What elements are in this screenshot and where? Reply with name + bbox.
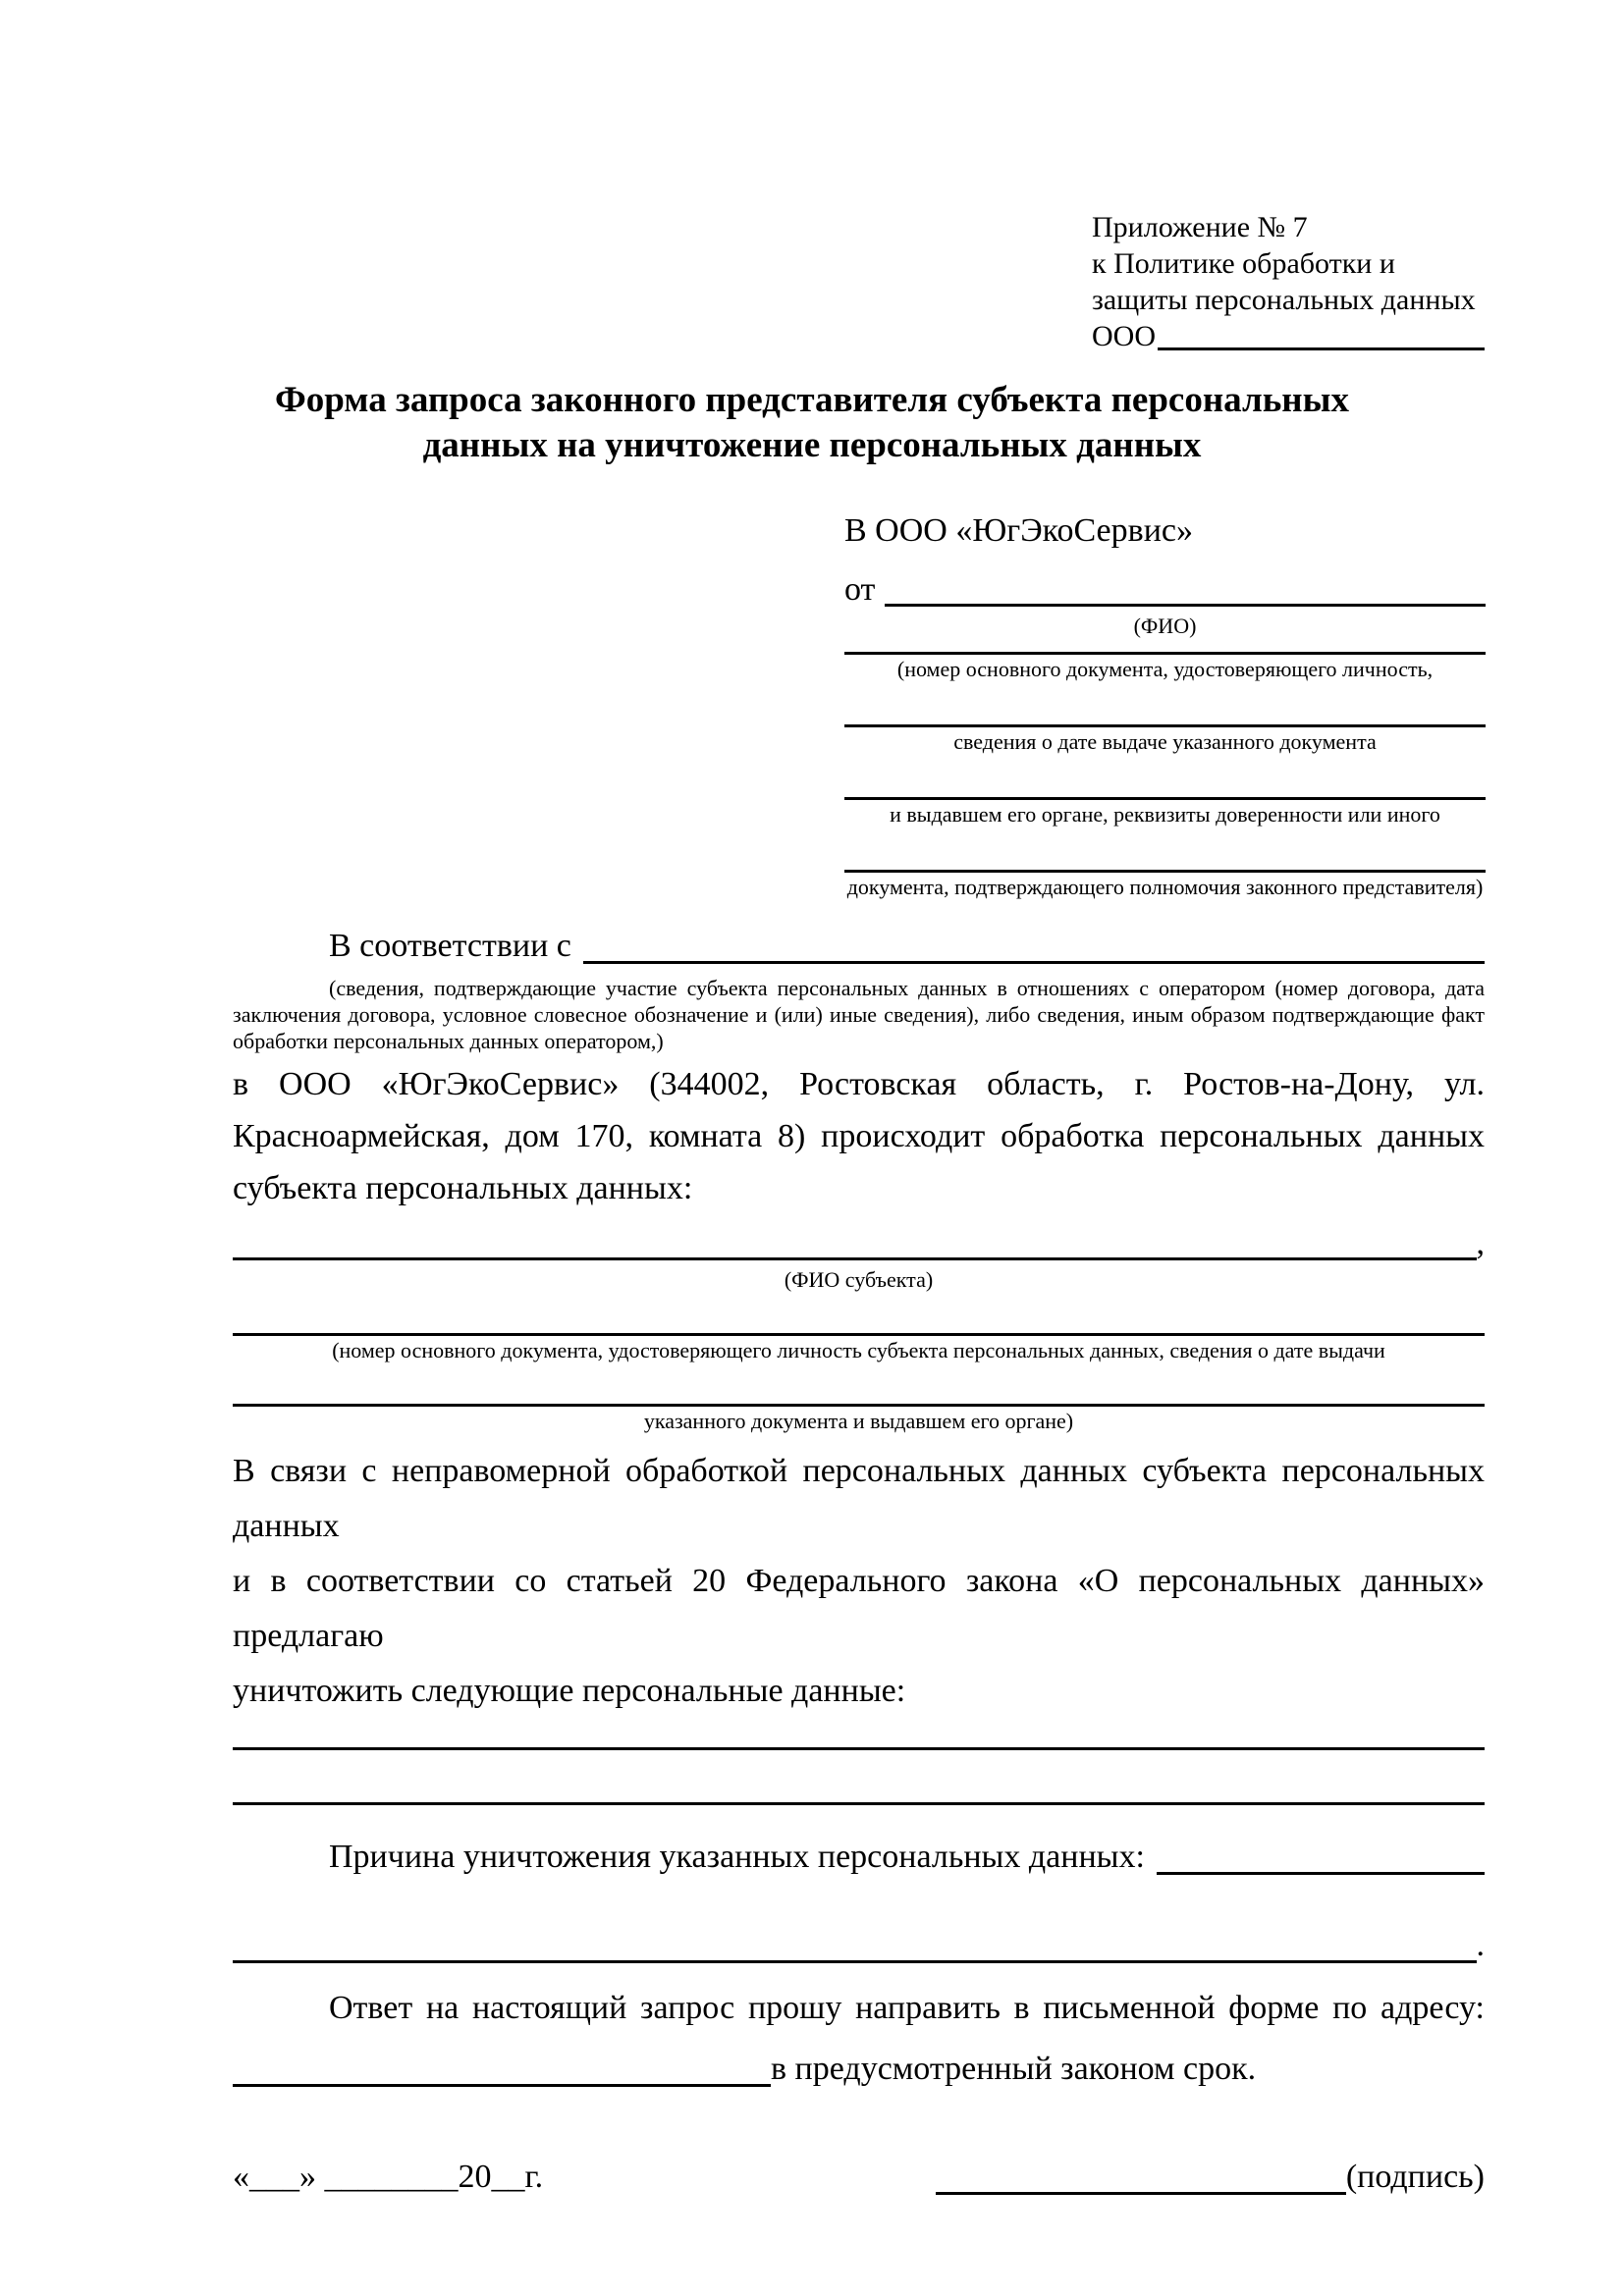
ooo-blank-line xyxy=(1158,347,1485,350)
signature-caption: (подпись) xyxy=(1345,2159,1485,2195)
processing-paragraph xyxy=(233,1058,1485,1214)
from-label: от xyxy=(844,571,876,608)
fine-print xyxy=(233,975,1485,1054)
form-title xyxy=(233,378,1391,468)
signature-group xyxy=(936,2155,1485,2200)
signature-blank-line xyxy=(936,2192,1346,2195)
subject-fio-row xyxy=(233,1222,1485,1265)
reason-label: Причина уничтожения указанных персональных данных: xyxy=(329,1839,1145,1875)
subject-fio-blank-line xyxy=(233,1257,1477,1260)
reason-row xyxy=(233,1835,1485,1880)
reply-address-row xyxy=(233,2047,1485,2092)
accordance-row xyxy=(233,924,1485,969)
appendix-line-3: защиты персональных данных xyxy=(1092,284,1476,316)
field-caption: документа, подтверждающего полномочия законного представителя) xyxy=(846,875,1484,899)
appendix-header xyxy=(1092,209,1485,354)
destruction-paragraph xyxy=(233,1444,1485,1719)
destruction-line: и в соответствии со статьей 20 Федерального закона «О персональных данных» предлагаю xyxy=(233,1563,1485,1654)
from-blank-line xyxy=(885,604,1486,607)
appendix-line-2: к Политике обработки и xyxy=(1092,247,1395,280)
subject-doc-caption-2: указанного документа и выдавшем его органе) xyxy=(643,1409,1074,1433)
ooo-line xyxy=(1092,318,1485,354)
date-line: «___» ________20__г. xyxy=(233,2159,544,2195)
reason-period: . xyxy=(1476,1927,1485,1963)
reply-suffix: в предусмотренный законом срок. xyxy=(771,2051,1257,2087)
fine-print-line: заключения договора, условное словесное обозначение и (или) иные сведения), либо сведения, иным образом подтверждающие факт xyxy=(233,1002,1485,1027)
accordance-blank-line xyxy=(583,961,1485,964)
field-caption: сведения о дате выдаче указанного документа xyxy=(953,729,1377,754)
field-group xyxy=(844,651,1486,684)
address-blank-line xyxy=(233,2084,771,2087)
appendix-line-1: Приложение № 7 xyxy=(1092,211,1308,243)
data-blank-line-1 xyxy=(233,1746,1485,1750)
subject-fio-comma: , xyxy=(1476,1225,1485,1261)
data-blank-line-2 xyxy=(233,1801,1485,1805)
form-title-line-1: Форма запроса законного представителя субъекта персональных xyxy=(274,380,1349,420)
fine-print-line: обработки персональных данных оператором,) xyxy=(233,1029,664,1053)
reason-continuation-blank-line xyxy=(233,1960,1477,1963)
form-title-line-2: данных на уничтожение персональных данных xyxy=(422,425,1202,465)
accordance-label: В соответствии с xyxy=(329,928,571,964)
reply-paragraph: Ответ на настоящий запрос прошу направить в письменной форме по адресу: xyxy=(329,1990,1485,2026)
field-group xyxy=(844,869,1486,902)
footer xyxy=(233,2155,1485,2200)
reason-blank-line xyxy=(1157,1872,1485,1875)
from-row xyxy=(844,568,1486,612)
field-group xyxy=(844,796,1486,829)
subject-doc-caption-1: (номер основного документа, удостоверяющего личность субъекта персональных данных, сведения о дате выдачи xyxy=(332,1338,1385,1362)
destruction-line: уничтожить следующие персональные данные: xyxy=(233,1673,906,1709)
destruction-line: В связи с неправомерной обработкой персональных данных субъекта персональных данных xyxy=(233,1453,1485,1544)
addressee-block xyxy=(844,509,1486,902)
fine-print-line: (сведения, подтверждающие участие субъекта персональных данных в отношениях с оператором (номер договора, дата xyxy=(329,976,1485,1000)
addressee-org: В ООО «ЮгЭкоСервис» xyxy=(844,512,1193,549)
field-caption: (номер основного документа, удостоверяющего личность, xyxy=(896,657,1434,681)
fio-caption: (ФИО) xyxy=(1133,614,1197,638)
ooo-label: ООО xyxy=(1092,320,1156,352)
processing-line: Красноармейская, дом 170, комната 8) происходит обработка персональных данных xyxy=(233,1118,1485,1154)
processing-line: в ООО «ЮгЭкоСервис» (344002, Ростовская область, г. Ростов-на-Дону, ул. xyxy=(233,1066,1485,1102)
reason-continuation-row xyxy=(233,1923,1485,1968)
processing-line: субъекта персональных данных: xyxy=(233,1170,693,1206)
subject-fio-caption: (ФИО субъекта) xyxy=(784,1267,934,1292)
field-group xyxy=(844,723,1486,757)
field-caption: и выдавшем его органе, реквизиты доверенности или иного xyxy=(890,802,1440,827)
